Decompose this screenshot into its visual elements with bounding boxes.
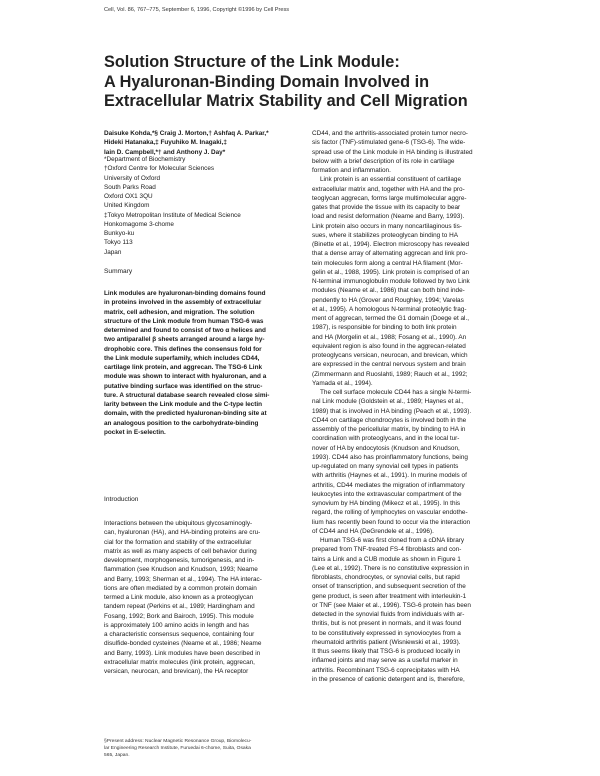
body-line: arthritis. Recombinant TSG-6 coprecipitates with HA: [312, 666, 460, 674]
summary-line: drophobic core. This defines the consensus fold for: [104, 345, 262, 353]
affiliation-line: *Department of Biochemistry: [104, 156, 186, 163]
body-line: are expressed in the central nervous system and brain: [312, 361, 466, 369]
body-line: detected in the synovial fluids from individuals with ar-: [312, 611, 465, 618]
body-line: modules (Neame et al., 1986) that can both bind inde-: [312, 287, 465, 295]
summary-line: module was shown to interact with hyaluronan, and a: [104, 373, 267, 381]
body-line: or TNF (see Maier et al., 1996). TSG-6 protein has been: [312, 601, 471, 609]
intro-line: versican, neurocan, and brevican), the HA receptor: [104, 668, 249, 675]
affiliation-line: Bunkyo-ku: [104, 230, 135, 237]
affiliation-line: United Kingdom: [104, 202, 150, 210]
summary-line: domain, with the predicted hyaluronan-binding site at: [104, 410, 267, 418]
body-line: load and resist deformation (Neame and Barry, 1993).: [312, 213, 465, 221]
body-line: 1989) that is involved in HA binding (Peach et al., 1993).: [312, 407, 472, 415]
title-line: A Hyaluronan-Binding Domain Involved in: [104, 72, 430, 91]
intro-line: tandem repeat (Perkins et al., 1989; Hardingham and: [104, 603, 255, 611]
author-line: Iain D. Campbell,*† and Anthony J. Day*: [104, 148, 226, 156]
body-line: It thus seems likely that TSG-6 is produced locally in: [312, 648, 460, 655]
intro-line: flammation (see Knudson and Knudson, 1993; Neame: [104, 566, 258, 574]
body-line: Link protein also occurs in many noncartilaginous tis-: [312, 222, 462, 230]
summary-line: larity between the Link module and the C-type lectin: [104, 401, 263, 408]
intro-line: is approximately 100 amino acids in length and has: [104, 621, 249, 629]
intro-line: extracellular matrix molecules (link protein, aggrecan,: [104, 658, 255, 666]
body-line: teoglycan aggrecan, forms large multimolecular aggre-: [312, 194, 467, 202]
body-line: (Binette et al., 1994). Electron microscopy has revealed: [312, 241, 470, 248]
body-line: coordination with proteoglycans, and in the local tur-: [312, 435, 460, 443]
summary-line: ture. A structural database search revealed close simi-: [104, 391, 270, 399]
intro-line: Fosang, 1992; Bork and Bairoch, 1995). This module: [104, 612, 254, 620]
summary-line: cartilage link protein, and aggrecan. The TSG-6 Link: [104, 364, 263, 371]
body-line: CD44, and the arthritis-associated protein tumor necro-: [312, 130, 468, 137]
intro-line: cial for the formation and stability of the extracellular: [104, 538, 252, 546]
body-line: ment of aggrecan, termed the G1 domain (Doege et al.,: [312, 315, 470, 322]
right-column-text: [312, 129, 510, 684]
body-line: gates that provide the tissue with its capacity to bear: [312, 204, 461, 211]
intro-line: Interactions between the ubiquitous glycosaminogly-: [104, 520, 253, 527]
footnote-line: 565, Japan.: [104, 753, 130, 758]
summary-line: matrix, cell adhesion, and migration. The solution: [104, 308, 255, 316]
intro-line: disulfide-bonded cysteines (Neame et al., 1986; Neame: [104, 640, 262, 648]
body-line: sues, where it stabilizes proteoglycan binding to HA: [312, 231, 458, 239]
body-line: arthritis, CD44 mediates the migration of inflammatory: [312, 481, 465, 489]
body-line: The cell surface molecule CD44 has a single N-termi-: [320, 389, 472, 396]
body-line: assembly of the pericellular matrix, by binding to HA in: [312, 426, 466, 433]
body-line: spread use of the Link module in HA binding is illustrated: [312, 148, 473, 156]
affiliation-line: Japan: [104, 248, 122, 256]
summary-line: Link modules are hyaluronan-binding domains found: [104, 290, 266, 297]
intro-line: tions are often mediated by a common protein domain: [104, 584, 257, 592]
body-line: tains a Link and a CUB module as shown in Figure 1: [312, 555, 461, 563]
body-line: gene product, is seen after treatment with interleukin-1: [312, 592, 467, 600]
body-line: pendently to HA (Grover and Roughley, 1994; Varelas: [312, 296, 464, 304]
body-line: regard, the rolling of lymphocytes on vascular endothe-: [312, 509, 468, 517]
intro-line: termed a Link module, also known as a proteoglycan: [104, 594, 254, 601]
summary-line: determined and found to consist of two α helices and: [104, 327, 266, 334]
affiliation-line: South Parks Road: [104, 183, 156, 191]
footnote-line: lar Engineering Research Institute, Furuedai 6-chome, Suita, Osaka: [104, 746, 251, 751]
footnote-line: §Present address: Nuclear Magnetic Resonance Group, Biomolecu-: [104, 739, 252, 744]
affiliation-line: Honkomagome 3-chome: [104, 220, 174, 228]
affiliation-line: ‡Tokyo Metropolitan Institute of Medical Science: [104, 211, 241, 219]
journal-header: Cell, Vol. 86, 767–775, September 6, 1996, Copyright ©1996 by Cell Press: [104, 7, 290, 13]
introduction-text: [104, 519, 300, 676]
summary-text: [104, 289, 300, 437]
body-line: CD44 on cartilage chondrocytes is involved both in the: [312, 416, 467, 424]
body-line: nal Link module (Goldstein et al., 1989; Haynes et al.,: [312, 398, 464, 406]
body-line: proteoglycans versican, neurocan, and brevican, which: [312, 352, 468, 359]
body-line: (Zimmermann and Ruoslahti, 1989; Rauch et al., 1992;: [312, 370, 468, 378]
body-line: N-terminal immunoglobulin module followed by two Link: [312, 278, 470, 285]
body-line: up-regulated on many synovial cell types in patients: [312, 463, 459, 470]
body-line: Link protein is an essential constituent of cartilage: [320, 176, 462, 184]
body-line: in the presence of cationic detergent and is, therefore,: [312, 675, 465, 683]
body-line: formation and inflammation.: [312, 167, 391, 174]
intro-line: matrix as well as many aspects of cell behavior during: [104, 547, 257, 555]
body-line: of CD44 and HA (DeGrendele et al., 1996).: [312, 527, 434, 535]
introduction-heading: Introduction: [104, 496, 139, 503]
body-line: extracellular matrix and, together with HA and the pro-: [312, 185, 465, 193]
body-line: to be constitutively expressed in synoviocytes from a: [312, 629, 461, 637]
body-line: inflamed joints and may serve as a useful marker in: [312, 657, 458, 665]
affiliation-line: †Oxford Centre for Molecular Sciences: [104, 165, 215, 173]
footnote: [104, 738, 300, 759]
body-line: onset of transcription, and subsequent secretion of the: [312, 583, 466, 591]
body-line: equivalent region is also found in the aggrecan-related: [312, 342, 466, 350]
body-line: thritis, but is not present in normals, and it was found: [312, 620, 462, 628]
body-line: rheumatoid arthritis patient (Wisniewski et al., 1993).: [312, 638, 461, 646]
summary-line: two antiparallel β sheets arranged around a large hy-: [104, 336, 265, 344]
body-line: Yamada et al., 1994).: [312, 379, 373, 387]
intro-line: a characteristic consensus sequence, containing four: [104, 631, 255, 638]
body-line: prepared from TNF-treated FS-4 fibroblasts and con-: [312, 546, 462, 554]
body-line: sis factor (TNF)-stimulated gene-6 (TSG-6). The wide-: [312, 139, 466, 147]
intro-line: and Barry, 1993; Sherman et al., 1994). The HA interac-: [104, 575, 262, 583]
summary-line: structure of the Link module from human TSG-6 was: [104, 317, 264, 325]
intro-line: development, morphogenesis, tumorigenesis, and in-: [104, 557, 255, 564]
summary-line: in proteins involved in the assembly of extracellular: [104, 299, 262, 307]
affiliation-block: [104, 155, 300, 257]
intro-line: can, hyaluronan (HA), and HA-binding proteins are cru-: [104, 529, 261, 537]
affiliation-line: University of Oxford: [104, 174, 161, 182]
affiliation-line: Tokyo 113: [104, 239, 133, 247]
summary-line: pocket in E-selectin.: [104, 428, 166, 436]
intro-line: and Barry, 1993). Link modules have been described in: [104, 649, 261, 657]
body-line: nover of HA by endocytosis (Knudson and Knudson,: [312, 444, 460, 452]
body-line: 1993). CD44 also has proinflammatory functions, being: [312, 453, 468, 461]
article-title: [104, 53, 544, 112]
body-line: leukocytes into the extravascular compartment of the: [312, 490, 462, 498]
body-line: fibroblasts, chondrocytes, or synovial cells, but rapid: [312, 574, 460, 581]
summary-line: the Link module superfamily, which includes CD44,: [104, 354, 260, 362]
body-line: Human TSG-6 was first cloned from a cDNA library: [320, 537, 465, 544]
summary-line: putative binding surface was identified on the struc-: [104, 382, 263, 390]
body-line: gelin et al., 1988, 1995). Link protein is comprised of an: [312, 268, 470, 276]
body-line: tein molecules form along a central HA filament (Mor-: [312, 259, 463, 267]
summary-line: an analogous position to the carbohydrate-binding: [104, 419, 259, 427]
summary-heading: Summary: [104, 268, 133, 275]
author-line: Hideki Hatanaka,‡ Fuyuhiko M. Inagaki,‡: [104, 139, 227, 147]
title-line: Extracellular Matrix Stability and Cell Migration: [104, 92, 468, 110]
body-line: synovium by HA binding (Mikecz et al., 1995). In this: [312, 500, 461, 507]
body-line: and HA (Morgelin et al., 1988; Fosang et al., 1990). An: [312, 333, 467, 341]
author-line: Daisuke Kohda,*§ Craig J. Morton,† Ashfaq A. Parkar,*: [104, 130, 269, 137]
body-line: (Lee et al., 1992). There is no constitutive expression in: [312, 564, 469, 572]
body-line: et al., 1995). A homologous N-terminal proteolytic frag-: [312, 305, 467, 313]
title-line: Solution Structure of the Link Module:: [104, 53, 400, 71]
author-list: [104, 129, 300, 157]
body-line: with arthritis (Haynes et al., 1991). In murine models of: [312, 472, 467, 480]
body-line: below with a brief description of its role in cartilage: [312, 157, 455, 165]
body-line: lium has recently been found to occur via the interaction: [312, 518, 471, 526]
affiliation-line: Oxford OX1 3QU: [104, 193, 153, 200]
body-line: that a dense array of alternating aggrecan and link pro-: [312, 250, 468, 258]
body-line: 1987), is responsible for binding to both link protein: [312, 324, 457, 332]
